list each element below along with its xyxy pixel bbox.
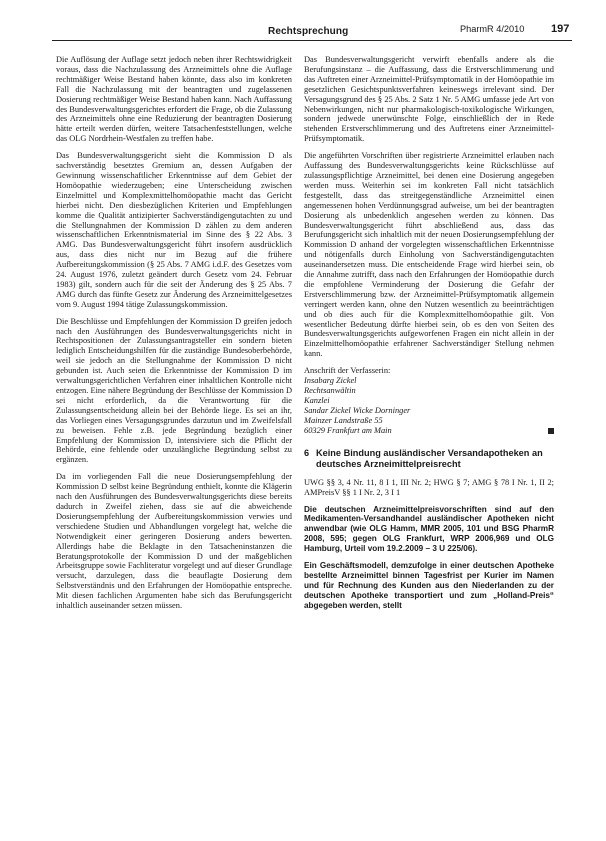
page-number: 197 [551, 23, 570, 35]
address-line [304, 426, 554, 436]
headnote: Die deutschen Arzneimittelpreisvorschriften sind auf den Medikamenten-Versandhandel ausländischer Apotheken nicht anwendbar (wie OLG Hamm, MMR 2005, 101 und BSG PharmR 2008, 595; gegen OLG Frankfurt, WRP 2006,969 und OLG Hamburg, Urteil vom 19.2.2009 – 3 U 225/06). [304, 504, 554, 554]
case-heading [304, 448, 554, 470]
address-heading: Anschrift der Verfasserin: [304, 366, 391, 376]
case-title: Keine Bindung ausländischer Versandapotheken an deutsches Arzneimittelpreisrecht [316, 447, 543, 469]
headnote: Ein Geschäftsmodell, demzufolge in einer deutschen Apotheke bestellte Arzneimittel binnen Tagesfrist per Kurier im Namen und für Rechnung des Kunden aus den Niederlanden zu der deutschen Apotheke transportiert und zum „Holland-Preis“ abgegeben werden, stellt [304, 561, 554, 610]
page-header [52, 18, 572, 44]
body-paragraph: Die angeführten Vorschriften über registrierte Arzneimittel erlauben nach Auffassung des Bundesverwaltungsgerichts keine Rückschlüsse auf zulassungspflichtige Arzneimittel, bei denen eine Dosierung angegeben werden muss. Weiterhin sei im konkreten Fall nicht tatsächlich festgestellt, dass das streitgegenständliche Arzneimittel einen angemessenen hohen Verdünnungsgrad aufweise, um bei der beantragten Dosierung als unbedenklich angesehen werden zu können. Das Bundesverwaltungsgericht führt abschließend aus, dass das Berufungsgericht sich inhaltlich mit der neuen Dosierungsempfehlung der Kommission D anhand der vorgelegten wissenschaftlichen Erkenntnisse und nötigenfalls durch Einholung von Sachverständigengutachten auseinandersetzen muss. Die entscheidende Frage wird hierbei sein, ob die Annahme zutrifft, dass nach den Erfahrungen der Homöopathie durch die empfohlene Verminderung der Dosierung die Gefahr der Erstverschlimmerung bzw. der Arzneimittel-Prüfsymptomatik allgemein verringert werden kann, ohne den Nutzen wesentlich zu beeinträchtigen und ob dies auch für die Komplexmittelhomöopathie gilt. Von wesentlicher Bedeutung dürfte hierbei sein, ob es den von Seiten des Bundesverwaltungsgerichts aufgeworfenen Fragen ein nicht allein in der Einzelmittelhomöopathie erfahrener Sachverständiger Stellung nehmen kann. [304, 151, 554, 359]
address-line: Sandar Zickel Wicke Dorninger [304, 405, 411, 415]
right-column [304, 55, 554, 618]
case-number: 6 [304, 447, 310, 458]
body-paragraph: Da im vorliegenden Fall die neue Dosierungsempfehlung der Kommission D selbst keine Begründung enthielt, konnte die Klägerin nach den Ausführungen des Bundesverwaltungsgerichts diese bereits dadurch in Zweifel ziehen, dass sie auf die abweichende Dosierungsempfehlung der Aufbereitungskommission verwies und verschiedene Studien und Abhandlungen vorgelegt hat, welche die Notwendigkeit einer geringeren Dosierung anders bewerten. Allerdings habe die Beklagte in den Tatsacheninstanzen die Beratungsprotokolle der Kommission D und der maßgeblichen Arbeitsgruppe sowie Fachliteratur vorgelegt und auf dieser Grundlage versucht, darzulegen, dass die beauflagte Dosierung dem Selbstverständnis und den Erfahrungen der Homöopathie entspreche. Mit diesen fachlichen Argumenten habe sich das Berufungsgericht inhaltlich auseinander setzen müssen. [56, 472, 292, 611]
body-paragraph: Das Bundesverwaltungsgericht verwirft ebenfalls andere als die Berufungsinstanz – die Auffassung, dass die Erstverschlimmerung und das Auftreten einer Arzneimittel-Prüfsymptomatik in der Homöopathie im gesetzlichen Gesichtspunktsverfahren keineswegs irrelevant sind. Der Versagungsgrund des § 25 Abs. 2 Satz 1 Nr. 5 AMG umfasse jede Art von Nebenwirkungen, nicht nur pharmakologisch-toxikologische Wirkungen, sondern jedwede unerwünschte Folge, einschließlich der in Rede stehenden Erstverschlimmerung und des Auftretens einer Arzneimittel-Prüfsymptomatik. [304, 55, 554, 144]
end-of-article-square-icon [548, 428, 554, 434]
section-title: Rechtsprechung [268, 26, 349, 37]
cited-norms: UWG §§ 3, 4 Nr. 11, 8 I 1, III Nr. 2; HWG § 7; AMG § 78 I Nr. 1, II 2; AMPreisV §§ 1 I Nr. 2, 3 I 1 [304, 477, 554, 497]
address-line: Kanzlei [304, 395, 330, 405]
header-rule [52, 40, 572, 41]
address-city: 60329 Frankfurt am Main [304, 425, 392, 435]
left-column [56, 55, 292, 618]
journal-reference: PharmR 4/2010 [460, 24, 525, 34]
body-paragraph: Die Beschlüsse und Empfehlungen der Kommission D greifen jedoch nach den Ausführungen des Bundesverwaltungsgerichts nicht in Rechtspositionen der Zulassungsantragsteller ein sondern bieten lediglich Entscheidungshilfen für die zuständige Bundesoberbehörde, weil sie jedoch an die Stellungnahme der Kommission D nicht gebunden ist. Auch seien die Erkenntnisse der Kommission D im verwaltungsgerichtlichen Verfahren einer inhaltlichen Kontrolle nicht entzogen. Eine nähere Begründung der Beschlüsse der Kommission D sei nicht erforderlich, da die Verantwortung für die Zulassungsentscheidung allein bei der Behörde liege. Es sei an ihr, das Vorliegen eines Versagungsgrundes darzutun und im Zweifelsfall zu beweisen. Fehle z.B. jede Begründung bezüglich einer Empfehlung der Kommission D, intensiviere sich die Pflicht der Behörde, eine fehlende oder unzulängliche Begründung selbst zu ergänzen. [56, 316, 292, 465]
address-line: Rechtsanwältin [304, 386, 356, 395]
address-line: Insabarg Zickel [304, 376, 357, 386]
author-address [304, 366, 554, 435]
address-line: Mainzer Landstraße 55 [304, 415, 383, 425]
body-paragraph: Die Auflösung der Auflage setzt jedoch neben ihrer Rechtswidrigkeit voraus, dass die Nachzulassung des Arzneimittels ohne die Auflage rechtmäßiger Weise Bestand haben könnte, dass also im konkreten Fall die Nachzulassung mit der beantragten und zugelassenen Dosierung rechtmäßiger Weise Bestand haben kann. Nach Auffassung des Bundesverwaltungsgerichtes erfordert die Frage, ob die Zulassung des Arzneimittels ohne eine Reduzierung der beantragten Dosierung hätte erteilt werden dürfen, weitere Tatsachenfeststellungen, welche das OLG Nordrhein-Westfalen zu treffen habe. [56, 55, 292, 144]
body-paragraph: Das Bundesverwaltungsgericht sieht die Kommission D als sachverständig besetztes Gremium an, dessen Aufgaben der Gewinnung wissenschaftlicher Erkenntnisse auf dem Gebiet der Homöopathie wiederzugeben; eine Unterscheidung zwischen Einzelmittel und Komplexmittelhomöopathie macht das Gericht hierbei nicht. Den diesbezüglichen Kriterien und Empfehlungen komme die Qualität antizipierter Sachverständigengutachten zu und die Stellungnahmen der Kommission D zählen zu dem anderen wissenschaftlichen Erkenntnismaterial im Sinne des § 22 Abs. 3 AMG. Das Bundesverwaltungsgericht führt insofern ausdrücklich aus, dass dies nicht nur im Bezug auf die frühere Aufbereitungskommission (§ 25 Abs. 7 AMG i.d.F. des Gesetzes vom 24. August 1976, zuletzt geändert durch Gesetz vom 24. Februar 1983) gilt, sondern auch für die seit der Änderung des § 25 Abs. 7 AMG durch das fünfte Gesetz zur Änderung des Arzneimittelgesetzes vom 9. August 1994 tätige Zulassungskommission. [56, 151, 292, 309]
